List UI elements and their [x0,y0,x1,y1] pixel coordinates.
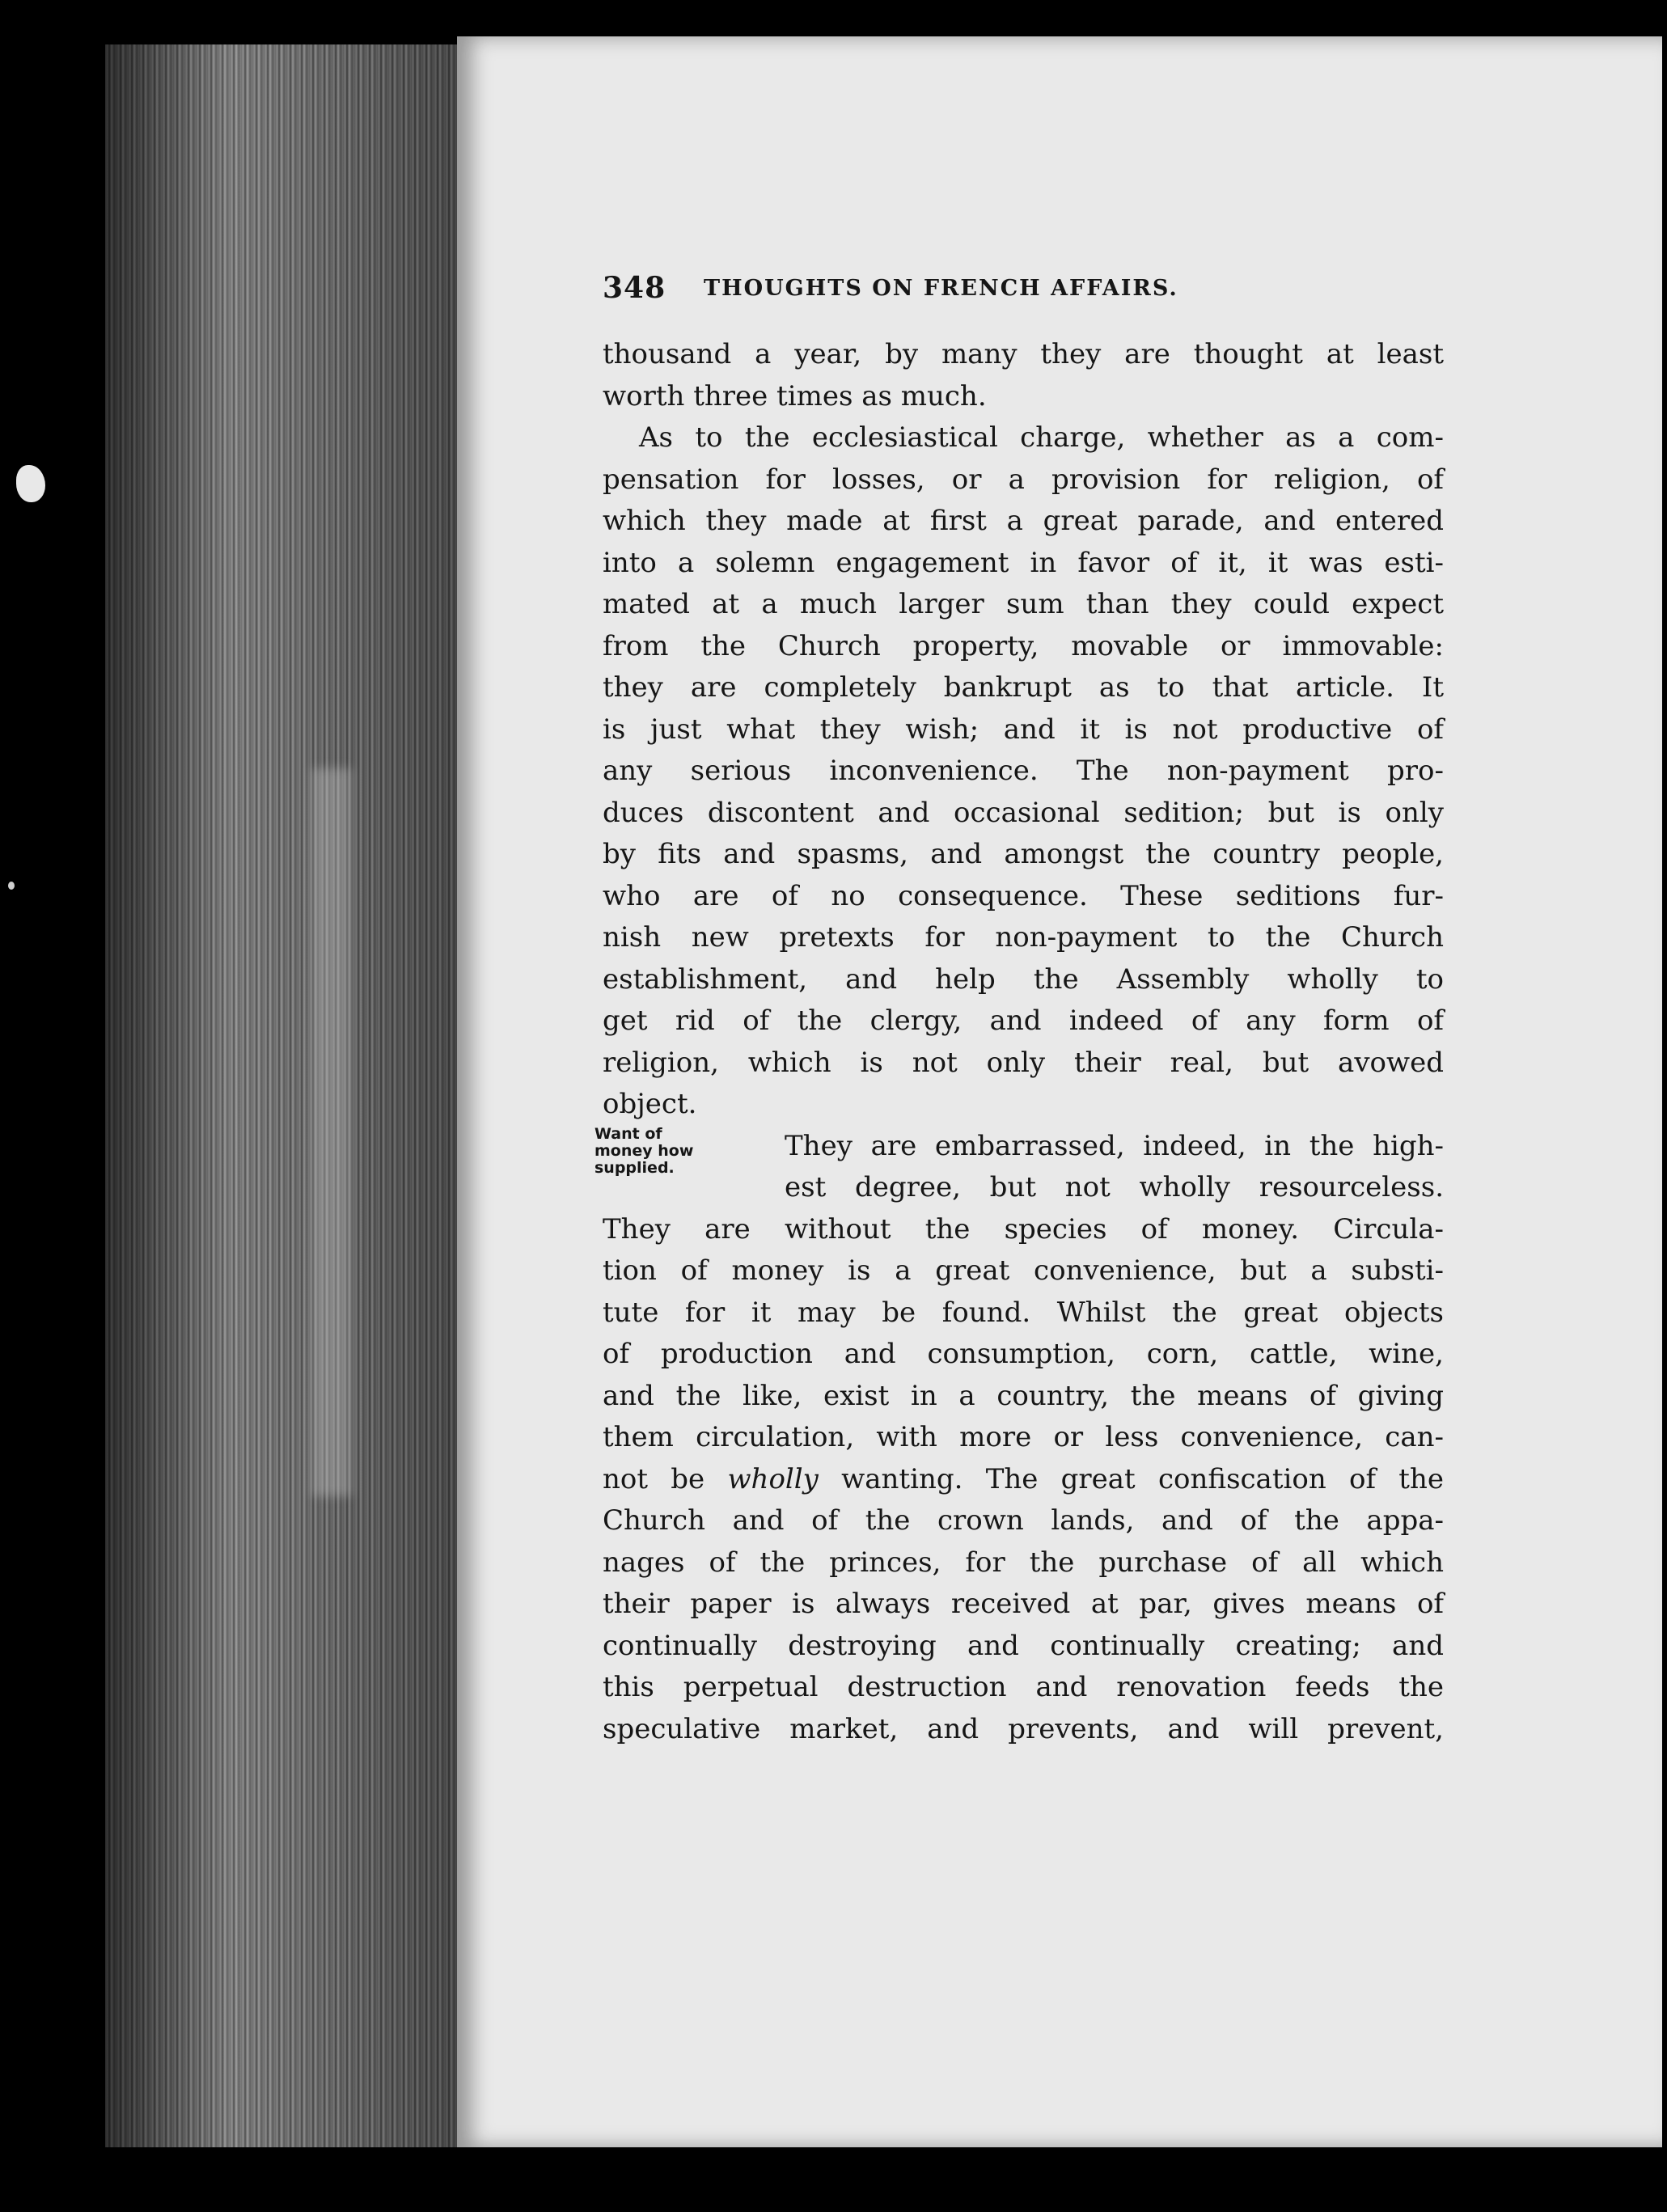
printed-page [457,36,1662,2147]
text-line: est degree, but not wholly resourceless. [785,1171,1444,1203]
text-line: mated at a much larger sum than they could expect [603,588,1444,620]
text-line: into a solemn engagement in favor of it, it was esti- [603,546,1444,579]
margin-sidenote [594,1126,716,1177]
text-line: thousand a year, by many they are thought at least [603,338,1444,370]
text-line: speculative market, and prevents, and will prevent, [603,1712,1444,1745]
text-line-with-italic [603,1459,1444,1501]
text-line: nish new pretexts for non-payment to the Church [603,921,1444,954]
dust-dot [8,882,15,890]
text-line: their paper is always received at par, gives means of [603,1588,1444,1620]
body-text [594,334,1444,1750]
text-line: pensation for losses, or a provision for religion, of [603,463,1444,496]
sidenote-line: supplied. [594,1158,675,1177]
text-line: by fits and spasms, and amongst the country people, [603,838,1444,870]
text-line: continually destroying and continually creating; and [603,1629,1444,1662]
sidenote-line: money how [594,1141,694,1160]
text-line: they are completely bankrupt as to that article. It [603,671,1444,704]
text-line: As to the ecclesiastical charge, whether as a com- [639,421,1444,454]
dust-speck [16,465,45,502]
text-line: of production and consumption, corn, cattle, wine, [603,1338,1444,1370]
text-line: tion of money is a great convenience, but a substi- [603,1254,1444,1287]
text-line: worth three times as much. [603,379,987,412]
text-line: duces discontent and occasional sedition; but is only [603,796,1444,829]
sidenote-paragraph [594,1124,1444,1209]
text-line: They are embarrassed, indeed, in the high- [785,1129,1444,1162]
text-line: them circulation, with more or less convenience, can- [603,1421,1444,1453]
running-title: THOUGHTS ON FRENCH AFFAIRS. [704,276,1178,301]
page-number: 348 [603,271,666,305]
spine-smudge [311,768,352,1496]
book-page-edges [105,44,461,2147]
text-line: nages of the princes, for the purchase of all which [603,1546,1444,1579]
text-line: any serious inconvenience. The non-payment pro- [603,755,1444,787]
text-segment: wanting. The great confiscation of the [841,1462,1444,1495]
text-line: who are of no consequence. These seditions fur- [603,879,1444,912]
text-line: Church and of the crown lands, and of the appa- [603,1504,1444,1537]
text-line: object. [603,1088,697,1120]
text-line: get rid of the clergy, and indeed of any form of [603,1004,1444,1037]
text-line: from the Church property, movable or immovable: [603,629,1444,662]
text-line: They are without the species of money. Circula- [603,1212,1444,1246]
running-head [603,271,1541,319]
text-line: tute for it may be found. Whilst the great objects [603,1296,1444,1329]
text-line: establishment, and help the Assembly wholly to [603,962,1444,996]
italic-word: wholly [727,1462,819,1495]
text-line: religion, which is not only their real, but avowed [603,1046,1444,1079]
text-line: which they made at first a great parade, and entered [603,505,1444,537]
text-line: is just what they wish; and it is not productive of [603,713,1444,746]
text-line: and the like, exist in a country, the means of giving [603,1379,1444,1412]
page-content [594,271,1541,1750]
text-line: this perpetual destruction and renovation feeds the [603,1671,1444,1703]
text-segment: not be [603,1462,705,1495]
sidenote-line: Want of [594,1124,662,1143]
